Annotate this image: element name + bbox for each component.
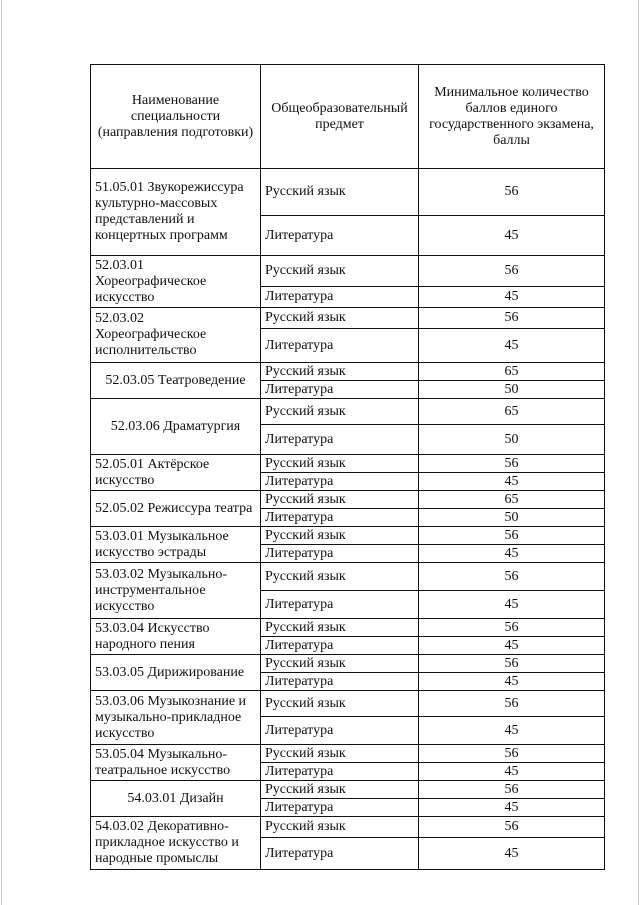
score-cell: 45 <box>419 673 605 691</box>
subject-cell: Русский язык <box>261 363 419 381</box>
table-row <box>91 363 605 381</box>
subject-cell: Литература <box>261 216 419 256</box>
header-subject: Общеобразовательный предмет <box>261 65 419 169</box>
score-cell: 50 <box>419 509 605 527</box>
subject-cell: Русский язык <box>261 169 419 216</box>
subject-cell: Русский язык <box>261 781 419 799</box>
subject-cell: Литература <box>261 329 419 363</box>
table-row <box>91 781 605 799</box>
specialty-cell: 54.03.01 Дизайн <box>91 781 261 817</box>
subject-cell: Русский язык <box>261 817 419 838</box>
table-row <box>91 491 605 509</box>
subject-cell: Русский язык <box>261 527 419 545</box>
table-row <box>91 308 605 329</box>
subject-cell: Литература <box>261 381 419 399</box>
subject-cell: Литература <box>261 509 419 527</box>
score-cell: 45 <box>419 545 605 563</box>
page-edge-left <box>1 0 2 905</box>
specialty-cell: 52.03.06 Драматургия <box>91 399 261 455</box>
subject-cell: Литература <box>261 473 419 491</box>
table-row <box>91 256 605 287</box>
score-cell: 56 <box>419 563 605 591</box>
specialty-cell: 53.03.01 Музыкальное искусство эстрады <box>91 527 261 563</box>
specialty-cell: 53.03.04 Искусство народного пения <box>91 619 261 655</box>
specialty-cell: 54.03.02 Декоративно-прикладное искусство и народные промыслы <box>91 817 261 870</box>
specialty-cell: 52.05.02 Режиссура театра <box>91 491 261 527</box>
specialty-cell: 52.03.05 Театроведение <box>91 363 261 399</box>
table-row <box>91 691 605 717</box>
score-cell: 45 <box>419 637 605 655</box>
score-cell: 65 <box>419 363 605 381</box>
specialty-cell: 53.03.05 Дирижирование <box>91 655 261 691</box>
subject-cell: Литература <box>261 838 419 870</box>
page-edge-right <box>638 0 639 905</box>
subject-cell: Литература <box>261 545 419 563</box>
subject-cell: Литература <box>261 673 419 691</box>
subject-cell: Литература <box>261 763 419 781</box>
table-row <box>91 563 605 591</box>
score-cell: 45 <box>419 287 605 308</box>
score-cell: 45 <box>419 216 605 256</box>
specialty-cell: 51.05.01 Звукорежиссура культурно-массовых представлений и концертных программ <box>91 169 261 256</box>
subject-cell: Русский язык <box>261 399 419 425</box>
subject-cell: Литература <box>261 717 419 745</box>
subject-cell: Русский язык <box>261 455 419 473</box>
subject-cell: Русский язык <box>261 563 419 591</box>
specialty-cell: 53.05.04 Музыкально-театральное искусство <box>91 745 261 781</box>
score-cell: 45 <box>419 763 605 781</box>
table-row <box>91 619 605 637</box>
score-cell: 45 <box>419 473 605 491</box>
score-cell: 45 <box>419 799 605 817</box>
subject-cell: Русский язык <box>261 691 419 717</box>
specialty-cell: 52.03.01 Хореографическое искусство <box>91 256 261 308</box>
min-scores-table <box>90 64 605 870</box>
subject-cell: Русский язык <box>261 619 419 637</box>
score-cell: 56 <box>419 455 605 473</box>
score-cell: 56 <box>419 691 605 717</box>
subject-cell: Русский язык <box>261 655 419 673</box>
subject-cell: Русский язык <box>261 308 419 329</box>
subject-cell: Литература <box>261 287 419 308</box>
score-cell: 56 <box>419 745 605 763</box>
header-min-score: Минимальное количество баллов единого государственного экзамена, баллы <box>419 65 605 169</box>
subject-cell: Русский язык <box>261 256 419 287</box>
table-row <box>91 455 605 473</box>
score-cell: 56 <box>419 817 605 838</box>
score-cell: 65 <box>419 491 605 509</box>
score-cell: 50 <box>419 425 605 455</box>
table-row <box>91 655 605 673</box>
table-header-row <box>91 65 605 169</box>
table-row <box>91 399 605 425</box>
specialty-cell: 53.03.06 Музыкознание и музыкально-прикладное искусство <box>91 691 261 745</box>
score-cell: 65 <box>419 399 605 425</box>
header-specialty: Наименование специальности (направления подготовки) <box>91 65 261 169</box>
score-cell: 45 <box>419 838 605 870</box>
subject-cell: Литература <box>261 637 419 655</box>
specialty-cell: 52.05.01 Актёрское искусство <box>91 455 261 491</box>
score-cell: 56 <box>419 169 605 216</box>
subject-cell: Литература <box>261 425 419 455</box>
specialty-cell: 52.03.02 Хореографическое исполнительство <box>91 308 261 363</box>
score-cell: 56 <box>419 655 605 673</box>
score-cell: 50 <box>419 381 605 399</box>
score-cell: 56 <box>419 619 605 637</box>
table-row <box>91 817 605 838</box>
table-row <box>91 745 605 763</box>
subject-cell: Литература <box>261 799 419 817</box>
table-row <box>91 527 605 545</box>
table-row <box>91 169 605 216</box>
score-cell: 45 <box>419 329 605 363</box>
specialty-cell: 53.03.02 Музыкально-инструментальное искусство <box>91 563 261 619</box>
score-cell: 56 <box>419 256 605 287</box>
score-cell: 56 <box>419 308 605 329</box>
score-cell: 56 <box>419 781 605 799</box>
score-cell: 45 <box>419 591 605 619</box>
score-cell: 45 <box>419 717 605 745</box>
subject-cell: Литература <box>261 591 419 619</box>
score-cell: 56 <box>419 527 605 545</box>
subject-cell: Русский язык <box>261 745 419 763</box>
subject-cell: Русский язык <box>261 491 419 509</box>
